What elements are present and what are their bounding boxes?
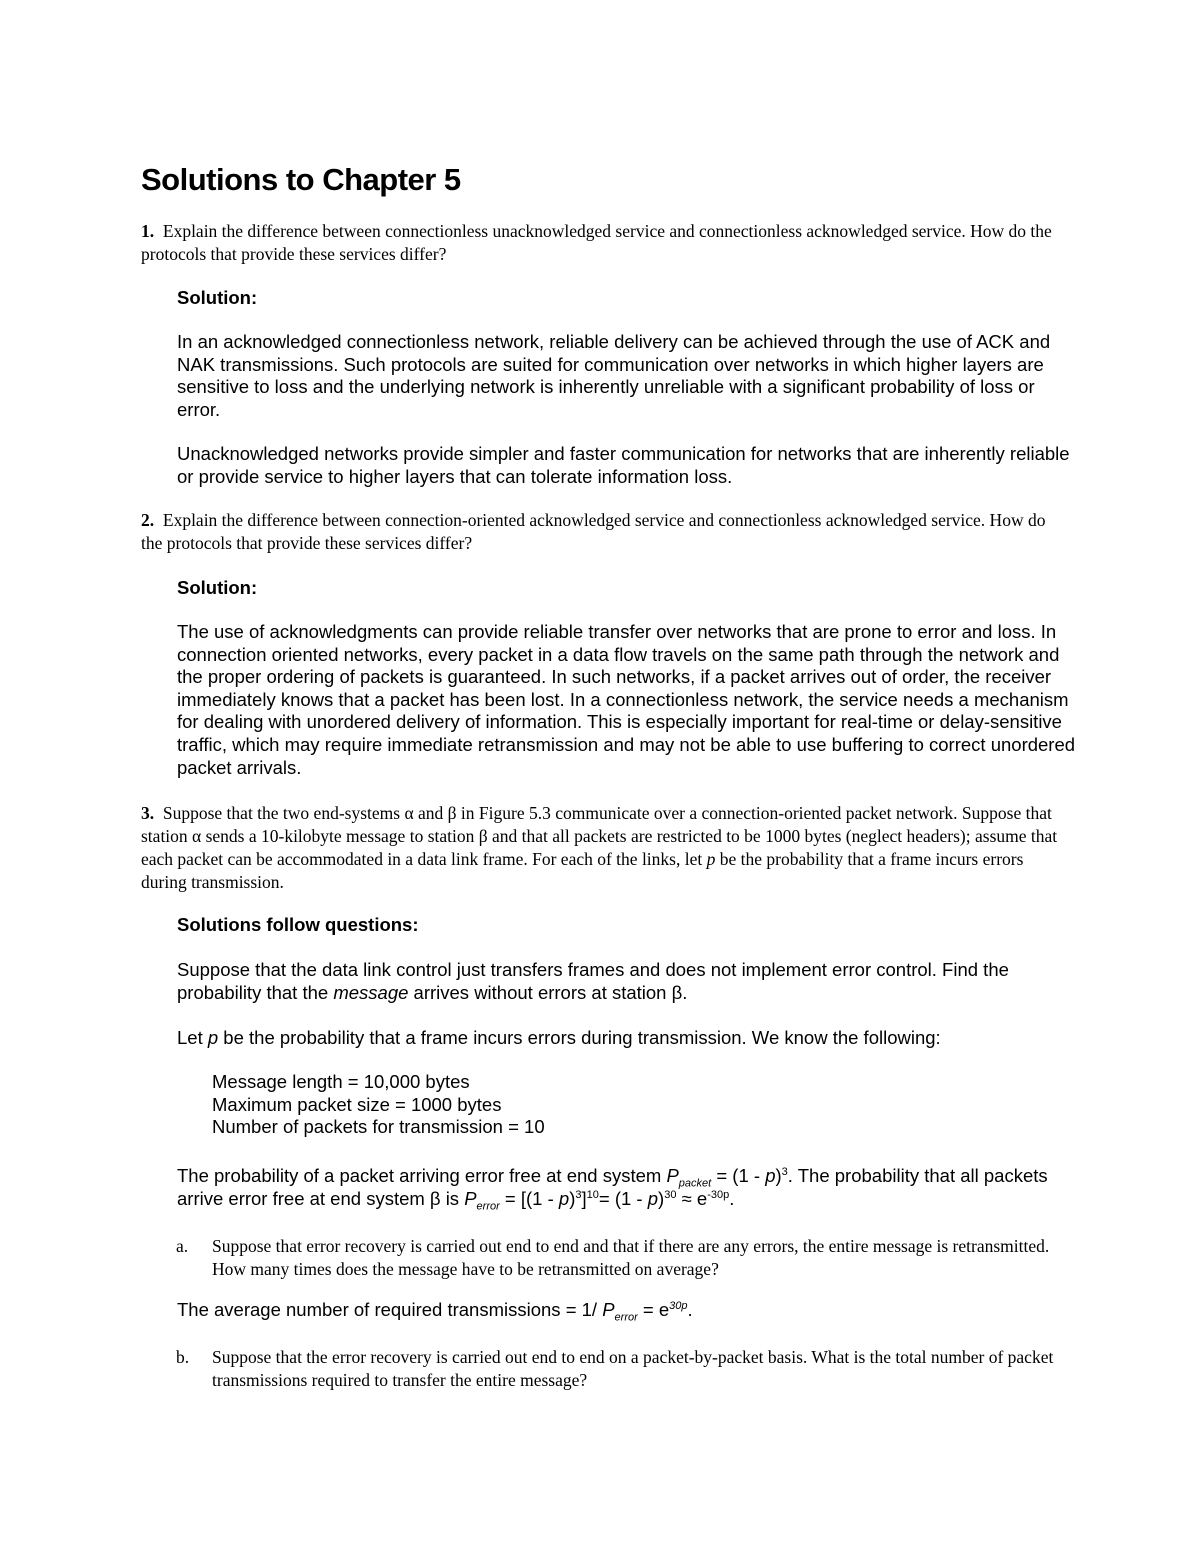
sub-question-label: b. bbox=[176, 1347, 190, 1367]
average-formula: The average number of required transmissions = 1/ $P_{error} = e^{30p}$. bbox=[177, 1299, 693, 1324]
question-3: 3. Suppose that the two end-systems α and β in Figure 5.3 communicate over a connection-oriented packet network. Suppose that station α sends a 10-kilobyte message to station β and that all packets are restricted to be 1000 bytes (neglect headers); assume that each packet can be accommodated in a data link frame. For each of the links, let p be the probability that a frame incurs errors during transmission. bbox=[141, 803, 1058, 892]
sub-question-text: Suppose that error recovery is carried out end to end and that if there are any errors, the entire message is retransmitted. How many times does the message have to be retransmitted on average? bbox=[212, 1236, 1050, 1279]
solution-heading: Solution: bbox=[177, 287, 258, 308]
probability-formula: The probability of a packet arriving error free at end system $P_{packet} = (1 - p)^3$. The probability that all packets arrive error free at end system β is $P_{error} = [(1 - p)^3]^{10}= (1 - p)^{30} \approx e^{-30p}$. bbox=[177, 1165, 1048, 1213]
solution-heading: Solution: bbox=[177, 577, 258, 598]
answer-paragraph: Unacknowledged networks provide simpler and faster communication for networks that are inherently reliable or provide service to higher layers that can tolerate information loss. bbox=[177, 443, 1070, 487]
answer-paragraph: Suppose that the data link control just transfers frames and does not implement error control. Find the probability that the message arrives without errors at station β. bbox=[177, 959, 1009, 1003]
sub-question-b bbox=[176, 1346, 1076, 1391]
sub-question-label: a. bbox=[176, 1236, 189, 1256]
question-text: Explain the difference between connectionless unacknowledged service and connectionless acknowledged service. How do the protocols that provide these services differ? bbox=[141, 221, 1052, 264]
page-title: Solutions to Chapter 5 bbox=[141, 162, 461, 197]
question-number: 1. bbox=[141, 221, 155, 241]
answer-paragraph: The use of acknowledgments can provide reliable transfer over networks that are prone to error and loss. In connection oriented networks, every packet in a data flow travels on the same path through the network and the proper ordering of packets is guaranteed. In such networks, if a packet arrives out of order, the receiver immediately knows that a packet has been lost. In a connectionless network, the service needs a mechanism for dealing with unordered delivery of information. This is especially important for real-time or delay-sensitive traffic, which may require immediate retransmission and may not be able to use buffering to correct unordered packet arrivals. bbox=[177, 621, 1076, 778]
question-number: 2. bbox=[141, 510, 155, 530]
sub-question-a bbox=[176, 1235, 1076, 1280]
solution-heading: Solutions follow questions: bbox=[177, 914, 419, 935]
fact-line: Message length = 10,000 bytes bbox=[212, 1071, 470, 1092]
fact-line: Maximum packet size = 1000 bytes bbox=[212, 1094, 502, 1115]
question-number: 3. bbox=[141, 803, 155, 823]
question-2 bbox=[141, 509, 1071, 555]
fact-line: Number of packets for transmission = 10 bbox=[212, 1116, 545, 1137]
question-1 bbox=[141, 220, 1071, 266]
question-text: Explain the difference between connection-oriented acknowledged service and connectionless acknowledged service. How do the protocols that provide these services differ? bbox=[141, 510, 1046, 553]
answer-paragraph: In an acknowledged connectionless network, reliable delivery can be achieved through the use of ACK and NAK transmissions. Such protocols are suited for communication over networks in which higher layers are sensitive to loss and the underlying network is inherently unreliable with a significant probability of loss or error. bbox=[177, 331, 1051, 420]
answer-paragraph: Let p be the probability that a frame incurs errors during transmission. We know the following: bbox=[177, 1027, 941, 1048]
sub-question-text: Suppose that the error recovery is carried out end to end on a packet-by-packet basis. What is the total number of packet transmissions required to transfer the entire message? bbox=[212, 1347, 1054, 1390]
